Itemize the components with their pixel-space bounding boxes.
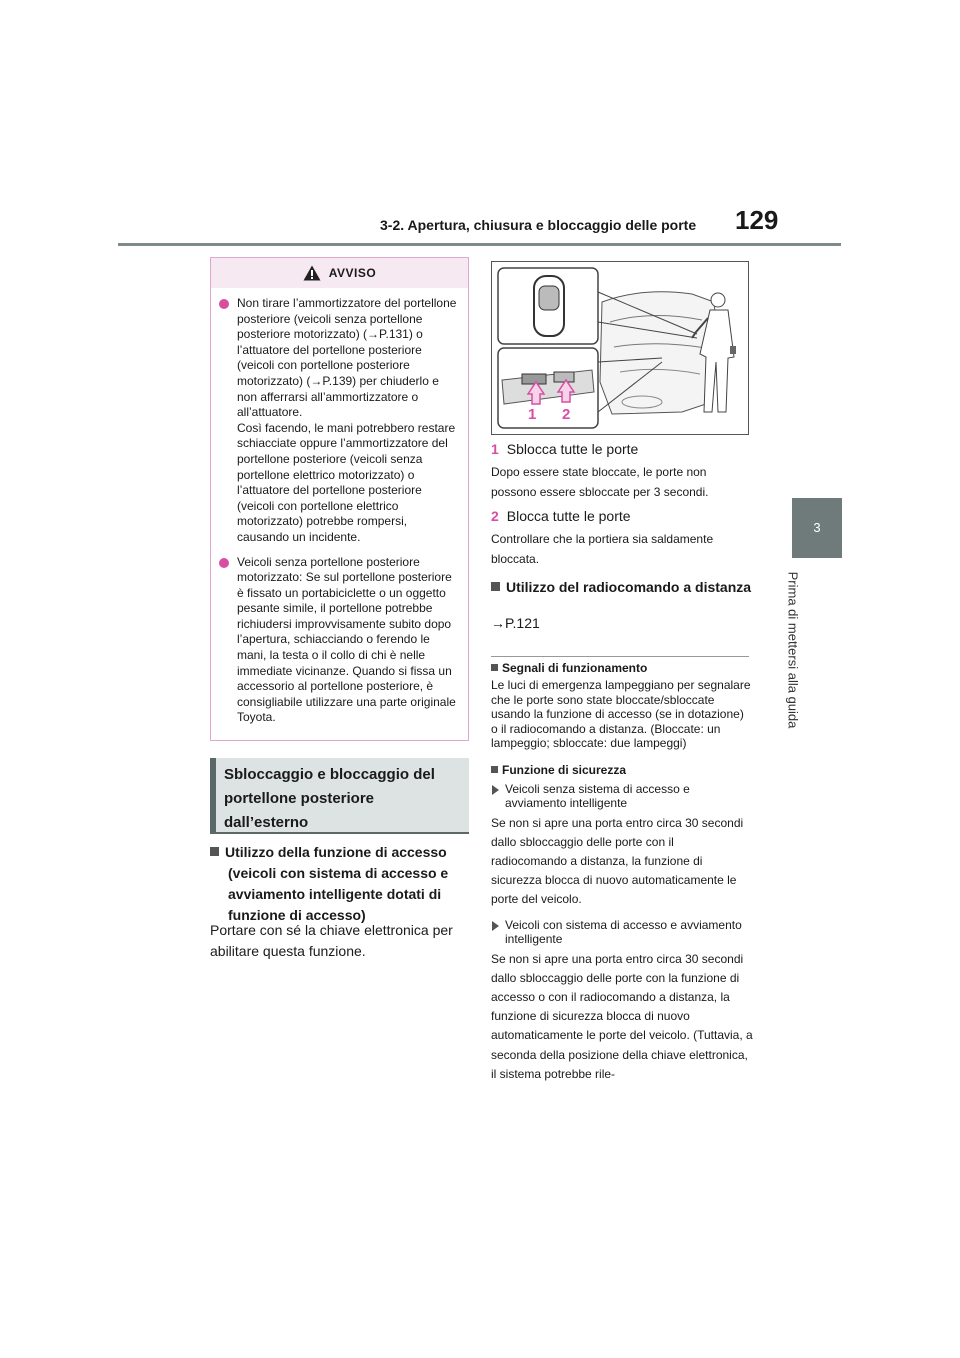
tailgate-illustration — [491, 261, 749, 435]
chapter-tab: 3 — [792, 498, 842, 558]
access-function-paragraph: Portare con sé la chiave elettronica per abilitare questa funzione. — [210, 922, 453, 959]
signals-text: Le luci di emergenza lampeggiano per segnalare che le porte sono state bloccate/sbloccate usando la funzione di accesso (se in dotazione) o il radiocomando a distanza. (Bloccate: un lampeggio; sbloccate: due lampeggi) — [491, 678, 751, 750]
warning-item-continuation: Così facendo, le mani potrebbero restare schiacciate oppure l’ammortizzatore del portellone posteriore (veicoli senza portellone elettrico motorizzato) o l’attuatore del portellone posteriore (veicoli con portellone elettrico motorizzato) potrebbe rompersi, causando un incidente. — [237, 420, 456, 544]
triangle-bullet-icon — [492, 785, 499, 795]
triangle-bullet-icon — [492, 921, 499, 931]
subheading-text: Utilizzo della funzione di accesso (veicoli con sistema di accesso e avviamento intelligente dotati di funzione di accesso) — [225, 844, 449, 923]
step-2-note: Controllare che la portiera sia saldamente bloccata. — [491, 532, 714, 566]
square-bullet-icon — [491, 766, 498, 773]
bullet-icon — [219, 299, 229, 309]
warning-title: AVVISO — [328, 266, 377, 280]
step-number: 2 — [491, 508, 499, 524]
bullet-icon — [219, 558, 229, 568]
square-bullet-icon — [491, 582, 500, 591]
safety-case-a-text: Se non si apre una porta entro circa 30 secondi dallo sbloccaggio delle porte con il radiocomando a distanza, la funzione di sicurezza blocca di nuovo automaticamente le porte del veicolo. — [491, 815, 744, 907]
section-heading: Sbloccaggio e bloccaggio del portellone posteriore dall’esterno — [210, 758, 469, 834]
page-number: 129 — [735, 205, 779, 235]
notes-block — [491, 661, 753, 1084]
signals-title: Segnali di funzionamento — [491, 661, 753, 675]
section-heading-rule — [210, 832, 469, 834]
step-2 — [491, 507, 753, 525]
figure-label-2: 2 — [562, 406, 571, 423]
warning-item-text: Non tirare l’ammortizzatore del portellone posteriore (veicoli senza portellone posteriore motorizzato) (→P.131) o l’attuatore del portellone posteriore (veicoli con portellone posteriore motorizzato) (→P.139) per chiuderlo e non afferrarsi all’ammortizzatore o all’attuatore. — [237, 296, 457, 420]
running-header-section: 3-2. Apertura, chiusura e bloccaggio delle porte — [380, 217, 697, 233]
figure-label-1: 1 — [528, 406, 537, 423]
chapter-side-label-text: Prima di mettersi alla guida — [785, 571, 801, 729]
divider — [491, 656, 749, 657]
warning-item — [219, 555, 458, 727]
safety-case-b-text: Se non si apre una porta entro circa 30 secondi dallo sbloccaggio delle porte con la funzione di accesso o con il radiocomando a distanza, la funzione di sicurezza blocca di nuovo automaticamente le porte del veicolo. (Tuttavia, a seconda della posizione della chiave elettronica, il sistema potrebbe rile- — [491, 951, 753, 1081]
warning-header — [211, 258, 468, 288]
warning-triangle-icon — [303, 265, 321, 281]
safety-case-a-heading: Veicoli senza sistema di accesso e avviamento intelligente — [491, 782, 753, 811]
step-number: 1 — [491, 441, 499, 457]
warning-item — [219, 296, 458, 546]
page-reference-link: →P.121 — [491, 615, 540, 631]
subheading-remote-control — [491, 577, 753, 598]
step-1 — [491, 440, 753, 458]
warning-box — [210, 257, 469, 741]
step-text: Blocca tutte le porte — [506, 508, 631, 524]
square-bullet-icon — [210, 847, 219, 856]
step-text: Sblocca tutte le porte — [506, 441, 639, 457]
safety-title: Funzione di sicurezza — [491, 763, 753, 777]
square-bullet-icon — [491, 664, 498, 671]
subheading-text: Utilizzo del radiocomando a distanza — [506, 579, 752, 595]
subheading-access-function — [210, 842, 472, 926]
warning-item-text: Veicoli senza portellone posteriore motorizzato: Se sul portellone posteriore è fissato un portabiciclette o un oggetto pesante simile, il portellone potrebbe richiudersi improvvisamente subito dopo l’apertura, schiacciando o ferendo le mani, la testa o il collo di chi è nelle immediate vicinanze. Quando si fissa un accessorio al portellone posteriore, è consigliabile utilizzare una parte originale Toyota. — [237, 554, 456, 725]
step-1-note: Dopo essere state bloccate, le porte non possono essere sbloccate per 3 secondi. — [491, 465, 709, 499]
chapter-side-label — [768, 560, 818, 740]
header-rule — [118, 243, 841, 246]
safety-case-b-heading: Veicoli con sistema di accesso e avviamento intelligente — [491, 918, 753, 947]
